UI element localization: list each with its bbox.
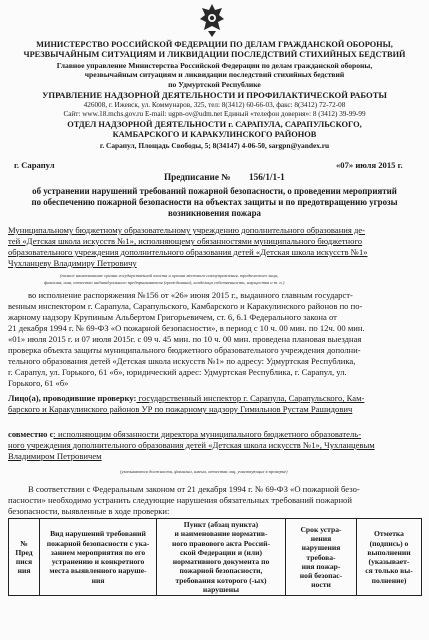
para1-line-1: во исполнение распоряжения №156 от «26» июня 2015 г., выданного главным государст-: [28, 290, 353, 300]
col-deadline-header: Срок устра- нения нарушения требова- ния пожар- ной безопас- ности: [286, 519, 357, 596]
order-number: 156/1/1-1: [249, 172, 285, 182]
col-norm-header: Пункт (абзац пункта) и наименование норматив- ного правового акта Россий- ской Федерации и (или) нормативного документа по пожарной безопасности, требования которого (-ых) нарушены: [157, 519, 286, 596]
inspector-line-1: [8, 393, 364, 403]
para1-line-6: проверка объекта защиты муниципального бюджетного образовательного учреждения дополни-: [8, 345, 361, 355]
ministry-line-1: МИНИСТЕРСТВО РОССИЙСКОЙ ФЕДЕРАЦИИ ПО ДЕЛАМ ГРАЖДАНСКОЙ ОБОРОНЫ,: [36, 40, 393, 49]
ministry-line-2: ЧРЕЗВЫЧАЙНЫМ СИТУАЦИЯМ И ЛИКВИДАЦИИ ПОСЛЕДСТВИЙ СТИХИЙНЫХ БЕДСТВИЙ: [23, 50, 406, 59]
para2-line-3: безопасности, выявленные в ходе проверки:: [8, 506, 170, 516]
subject-line-1: об устранении нарушений требований пожарной безопасности, о проведении мероприятий: [32, 186, 397, 196]
para2-line-2: пасности» необходимо устранить следующие нарушения обязательных требований пожарной: [8, 495, 352, 505]
addressee-line-4: Чухланцеву Владимиру Петровичу: [8, 258, 137, 268]
unit-title: УПРАВЛЕНИЕ НАДЗОРНОЙ ДЕЯТЕЛЬНОСТИ И ПРОФИЛАКТИЧЕСКОЙ РАБОТЫ: [42, 90, 387, 100]
addressee-line-1: Муниципальному бюджетному образовательному учреждению дополнительного образования де-: [8, 225, 366, 235]
joint-label: совместно с: [8, 429, 54, 439]
addressee-note-1: (полное наименование органа государственной власти и органа местного самоуправления, юридического лица,: [60, 273, 279, 278]
addressee-note-2: фамилия, имя, отчество индивидуального предпринимателя (гражданина), владельца собственности, имущества и т. п.): [44, 280, 285, 285]
para1-line-4: 21 декабря 1994 г. № 69-ФЗ «О пожарной безопасности», в период с 10 ч. 00 мин. по 12ч. 00 мин.: [8, 323, 365, 333]
col-violation-header: Вид нарушений требований пожарной безопасности с ука- занием мероприятия по его устранению и конкретного места выявленного наруше- ния: [40, 519, 157, 596]
joint-line-2: ного учреждения дополнительного образования детей «Детская школа искусств №1», Чухланцевым: [8, 440, 375, 450]
dept-line-2: чрезвычайным ситуациям и ликвидации последствий стихийных бедствий: [84, 70, 345, 79]
inspector-line-2: барского и Каракулинского районов УР по пожарному надзору Гимильнов Рустам Рашидович: [8, 404, 353, 414]
office-line-2: КАМБАРСКОГО И КАРАКУЛИНСКОГО РАЙОНОВ: [112, 130, 317, 139]
participants-note: (указываются должности, фамилии, имена, отчества лиц, участвующих в проверке): [120, 469, 288, 474]
contacts-line: Сайт: www.18.mchs.gov.ru E-mail: ugpn-ov@udm.net Единый «телефон доверия»: 8 (3412) 39-99-99: [63, 110, 366, 118]
city: г. Сарапул: [14, 160, 55, 170]
office-line-1: ОТДЕЛ НАДЗОРНОЙ ДЕЯТЕЛЬНОСТИ г. САРАПУЛА, САРАПУЛЬСКОГО,: [67, 120, 362, 129]
col-mark-header: Отметка (подпись) о выполнении (указывает- ся только вы- полнение): [357, 519, 422, 596]
para1-line-3: жарному надзору Крупиным Альбертом Григорьевичем, ст. 6, 6.1 Федерального закона от: [8, 312, 337, 322]
para1-line-9: Горького, 61 «б»: [8, 378, 69, 388]
document-date: «07» июля 2015 г.: [336, 160, 403, 170]
emchs-emblem-icon: [199, 2, 225, 38]
para1-line-5: «01» июля 2015 г. и 07 июля 2015г. с 09 ч. 45 мин. по 10 ч. 00 мин. проведена плановая выездная: [8, 334, 362, 344]
subject-line-2: по обеспечению пожарной безопасности на объектах защиты и по предотвращению угрозы: [31, 197, 398, 207]
inspector-text-1: государственный инспектор г. Сарапула, Сарапульского, Кам-: [136, 393, 365, 403]
joint-line-1: [8, 429, 361, 439]
inspector-label: Лицо(а), проводившие проверку:: [8, 393, 137, 403]
joint-text-1: : исполняющим обязанности директора муниципального бюджетного образователь-: [53, 429, 362, 439]
order-label: Предписание №: [164, 172, 231, 182]
addressee-line-2: тей «Детская школа искусств №1», исполняющему обязанностями муниципального бюджетного: [8, 236, 363, 246]
para2-line-1: В соответствии с Федеральным законом от 21 декабря 1994 г. № 69-ФЗ «О пожарной безо-: [28, 484, 360, 494]
para1-line-8: г. Сарапул, ул. Горького, 61 «б», юридический адрес: Удмуртская Республика, г. Сарапул, ул.: [8, 367, 347, 377]
joint-line-3: Владимиром Петровичем: [8, 451, 102, 461]
subject-line-3: возникновения пожара: [168, 208, 261, 218]
dept-line-3: по Удмуртской Республике: [168, 80, 261, 89]
col-number-header: № Пред пися ния: [9, 519, 40, 596]
addressee-line-3: образовательного учреждения дополнительного образования детей «Детская школа искусств №1»: [8, 247, 368, 257]
para1-line-2: венным инспектором г. Сарапула, Сарапульского, Камбарского и Каракулинского районов по по-: [8, 301, 363, 311]
para1-line-7: тельного образования детей «Детская школа искусств №1» по адресу: Удмуртская Республика,: [8, 356, 356, 366]
office-address: г. Сарапул, Площадь Свободы, 5; 8(34147) 4-06-50, sargpn@yandex.ru: [99, 141, 330, 150]
address-line: 426008, г. Ижевск, ул. Коммунаров, 325, тел: 8(3412) 60-66-03, факс: 8(3412) 72-72-08: [83, 101, 346, 109]
dept-line-1: Главное управление Министерства Российской Федерации по делам гражданской обороны,: [56, 61, 373, 70]
violations-table: [8, 518, 422, 596]
table-header-row: [9, 519, 422, 596]
